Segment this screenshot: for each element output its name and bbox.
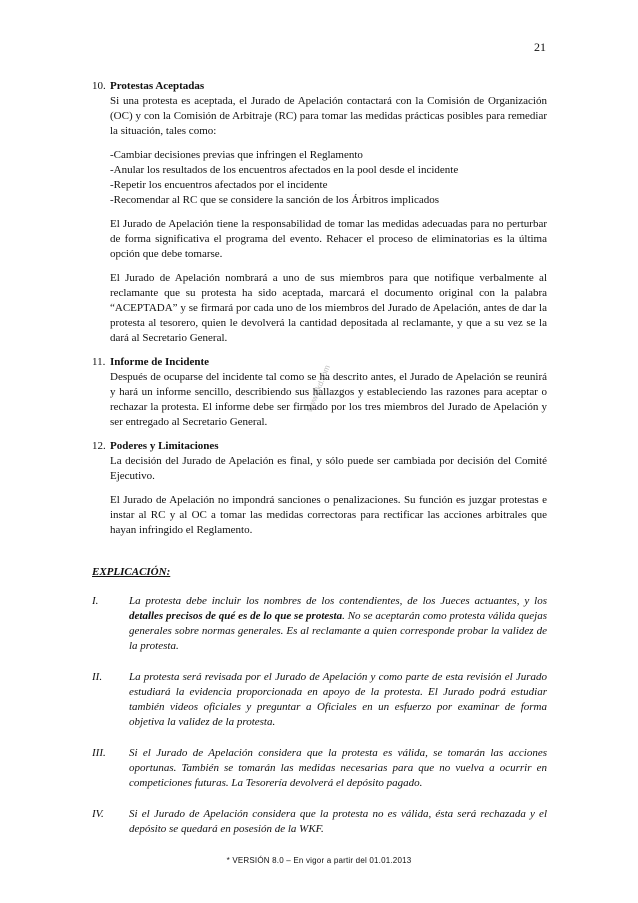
list-item: -Cambiar decisiones previas que infringen el Reglamento <box>110 149 363 161</box>
section-number: 10. <box>92 80 106 92</box>
explanation-text: La protesta debe incluir los nombres de los contendientes, de los Jueces actuantes, y los <box>129 595 547 607</box>
page-footer: * VERSIÓN 8.0 – En vigor a partir del 01.01.2013 <box>226 856 412 865</box>
explanation-item <box>92 807 547 837</box>
section-paragraph: Si una protesta es aceptada, el Jurado de Apelación contactará con la Comisión de Organización (OC) y con la Comisión de Arbitraje (RC) para tomar las medidas prácticas posibles para remediar la situación, tales como: <box>110 95 547 137</box>
section-number: 12. <box>92 440 106 452</box>
document-body <box>92 79 547 547</box>
explanation-list <box>92 594 547 853</box>
section-paragraph: La decisión del Jurado de Apelación es final, y sólo puede ser cambiada por decisión del Comité Ejecutivo. <box>110 455 547 482</box>
explanation-item <box>92 746 547 791</box>
section-title: Informe de Incidente <box>110 356 209 368</box>
section-number: 11. <box>92 356 106 368</box>
section-title: Poderes y Limitaciones <box>110 440 219 452</box>
section-paragraph: Después de ocuparse del incidente tal como se ha descrito antes, el Jurado de Apelación se reunirá y hará un informe sencillo, describiendo sus hallazgos y estableciendo las razones para aceptar o rechazar la protesta. El informe debe ser firmado por los tres miembros del Jurado de Apelación y ser entregado al Secretario General. <box>110 371 547 428</box>
section-11 <box>92 355 547 430</box>
explanation-item <box>92 594 547 654</box>
list-item: -Recomendar al RC que se considere la sanción de los Árbitros implicados <box>110 194 439 206</box>
section-paragraph: El Jurado de Apelación nombrará a uno de sus miembros para que notifique verbalmente al reclamante que su protesta ha sido aceptada, marcará el documento original con la palabra “ACEPTADA” y se firmará por cada uno de los miembros del Jurado de Apelación, antes de dar la protesta al tesorero, quien le devolverá la cantidad depositada al reclamante, y que a su vez se la dará al Secretario General. <box>110 272 547 344</box>
explanation-heading: EXPLICACIÓN: <box>92 566 171 578</box>
explanation-text: . No se aceptarán como protesta válida quejas generales sobre normas generales. Es al reclamante a quien corresponde probar la validez de la protesta. <box>129 610 547 652</box>
section-10 <box>92 79 547 346</box>
remedy-list <box>110 148 547 208</box>
explanation-text: Si el Jurado de Apelación considera que la protesta no es válida, ésta será rechazada y el depósito se quedará en posesión de la WKF. <box>129 808 547 835</box>
explanation-number: IV. <box>92 808 104 820</box>
explanation-emphasis: detalles precisos de qué es de lo que se protesta <box>129 610 343 622</box>
explanation-number: I. <box>92 595 99 607</box>
list-item: -Anular los resultados de los encuentros afectados en la pool desde el incidente <box>110 164 459 176</box>
explanation-item <box>92 670 547 730</box>
section-12 <box>92 439 547 538</box>
page-number: 21 <box>534 40 546 54</box>
explanation-text: Si el Jurado de Apelación considera que la protesta es válida, se tomarán las acciones oportunas. También se tomarán las medidas necesarias para que no vuelva a ocurrir en competiciones futuras. La Tesorería devolverá el depósito pagado. <box>129 747 547 789</box>
watermark: www.rfkd.com <box>305 363 332 414</box>
explanation-number: III. <box>92 747 106 759</box>
explanation-text: La protesta será revisada por el Jurado de Apelación y como parte de esta revisión el Jurado estudiará la evidencia proporcionada en apoyo de la protesta. El Jurado podrá estudiar también videos oficiales y preguntar a Oficiales en un esfuerzo por examinar de forma objetiva la validez de la protesta. <box>129 671 547 728</box>
section-paragraph: El Jurado de Apelación tiene la responsabilidad de tomar las medidas adecuadas para no perturbar de forma significativa el programa del evento. Rehacer el proceso de eliminatorias es la última opción que debe tomarse. <box>110 218 547 260</box>
section-paragraph: El Jurado de Apelación no impondrá sanciones o penalizaciones. Su función es juzgar protestas e instar al RC y al OC a tomar las medidas correctoras para rectificar las acciones arbitrales que hayan infringido el Reglamento. <box>110 494 547 536</box>
explanation-number: II. <box>92 671 103 683</box>
list-item: -Repetir los encuentros afectados por el incidente <box>110 179 328 191</box>
section-title: Protestas Aceptadas <box>110 80 205 92</box>
